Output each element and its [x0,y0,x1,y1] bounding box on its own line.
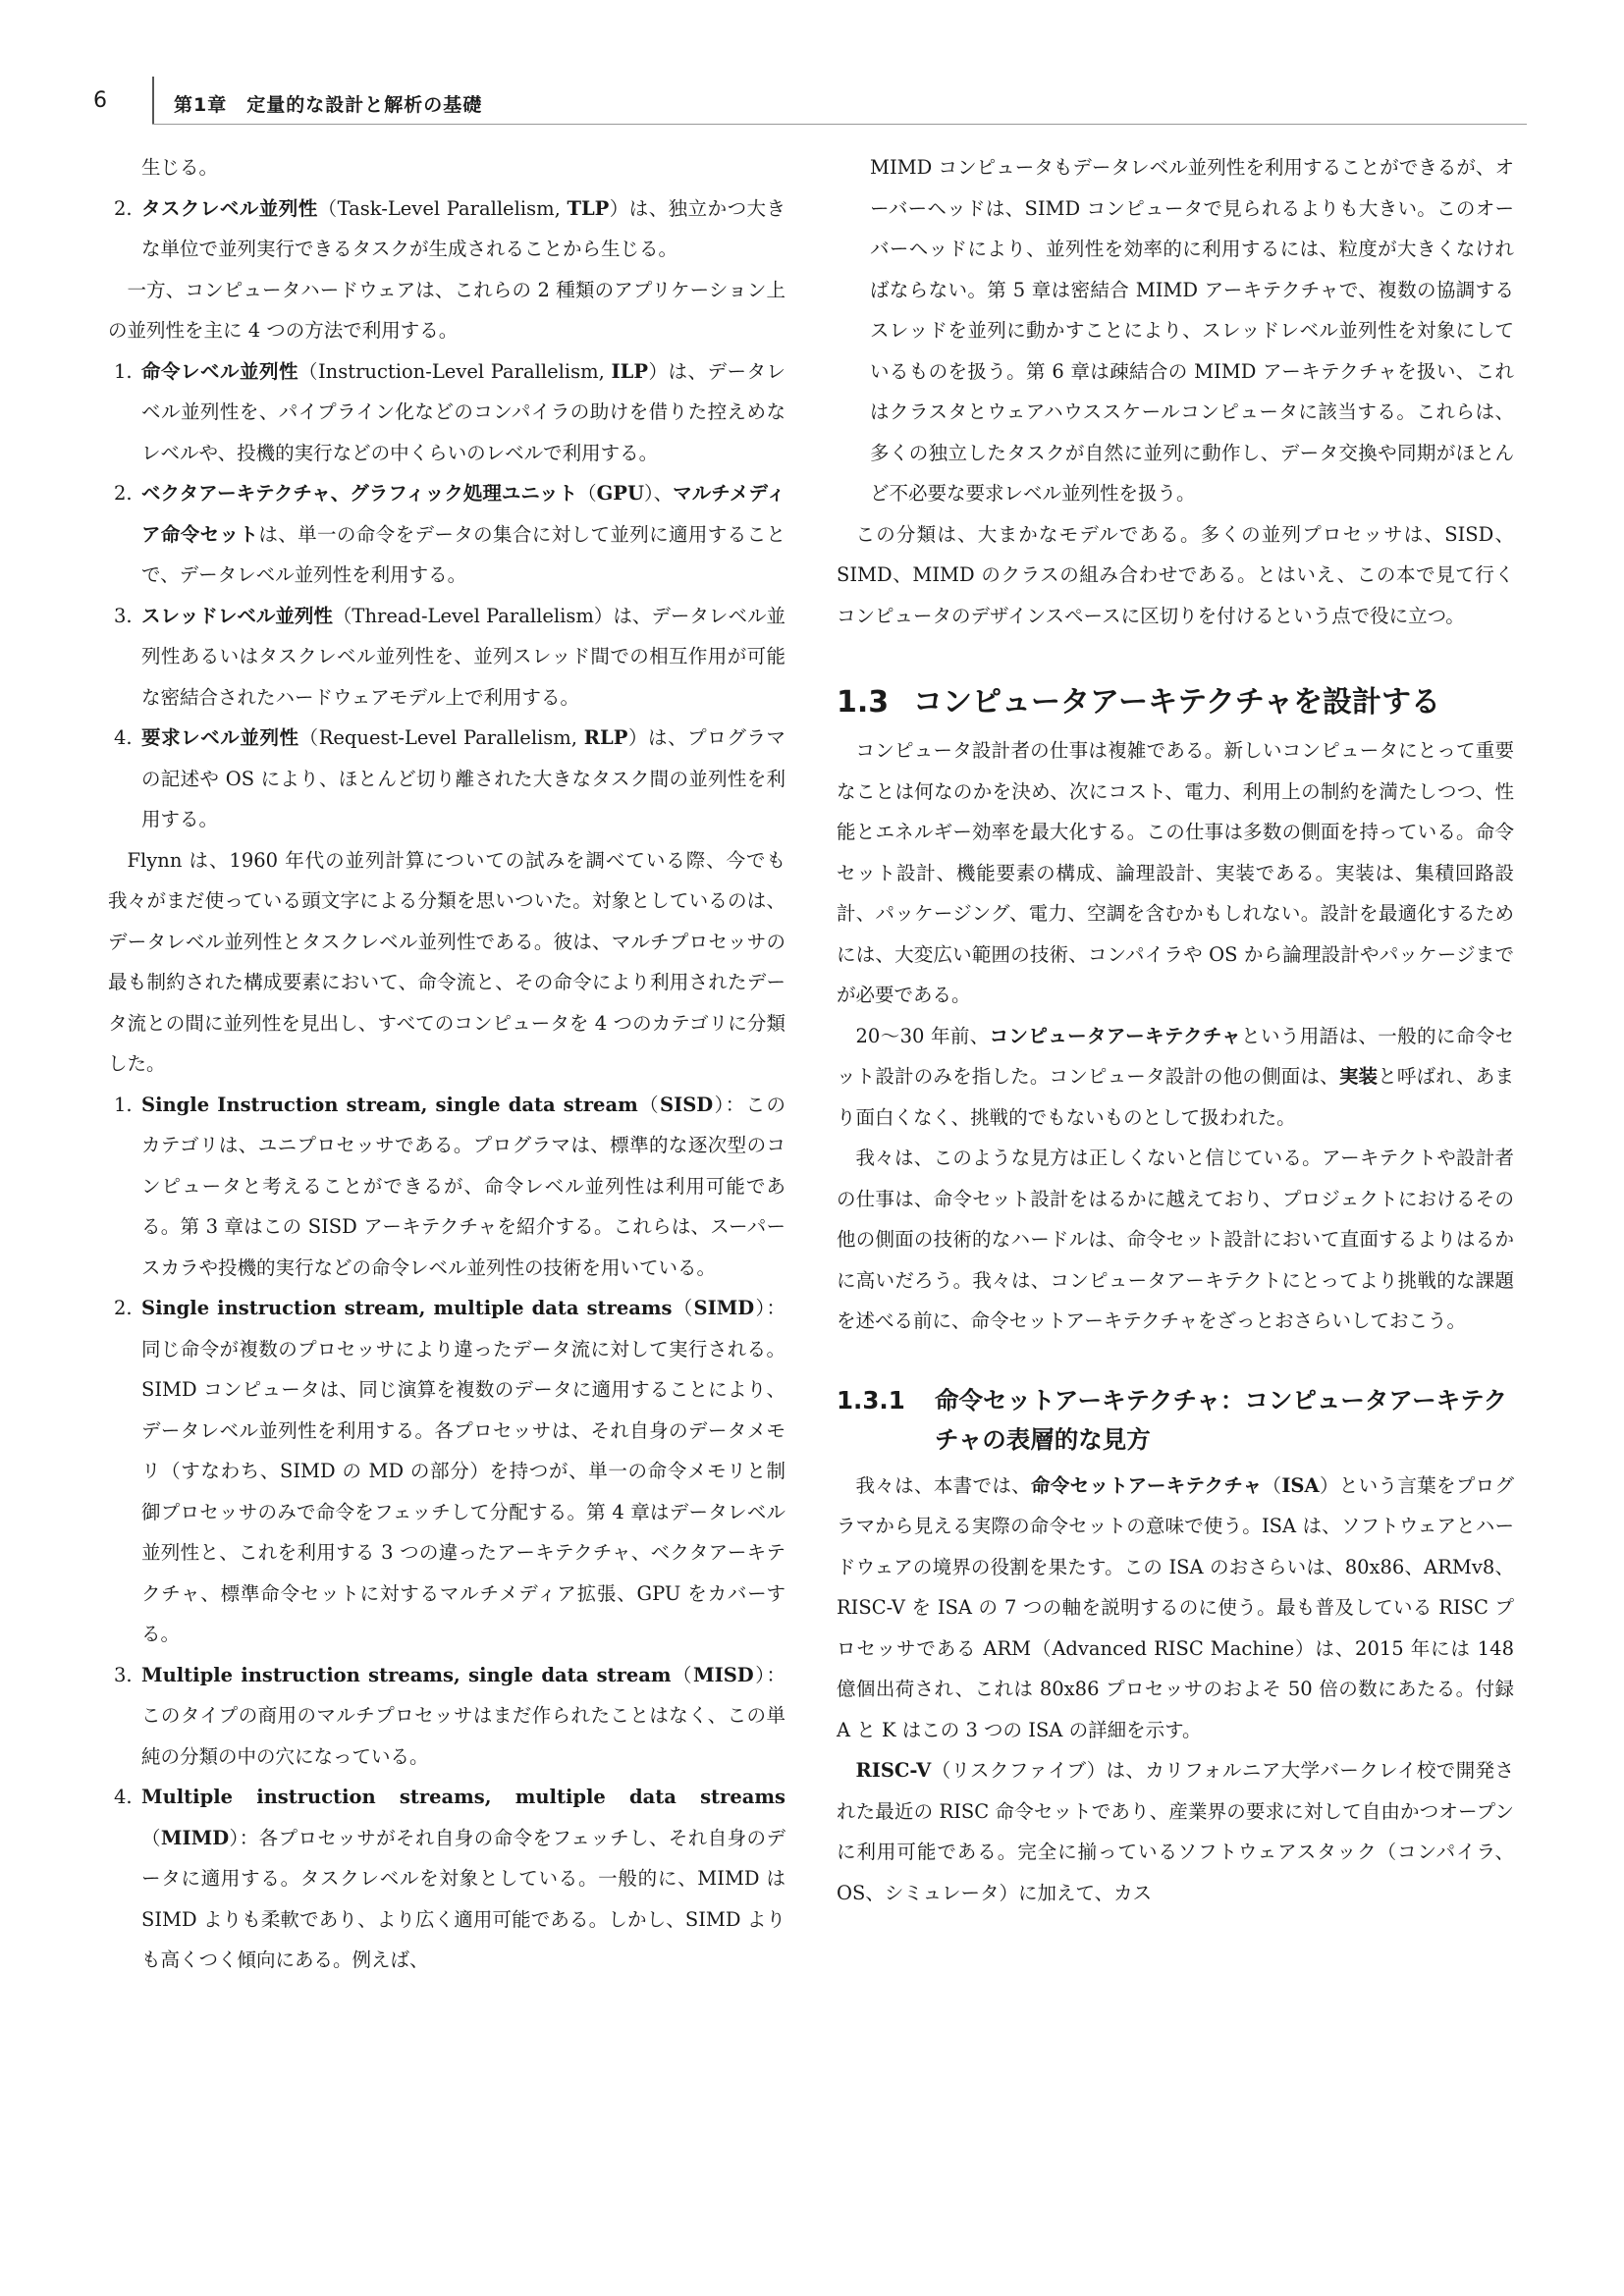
list-item-thread: 3. スレッドレベル並列性（Thread-Level Parallelism）は、データレベル並列性あるいはタスクレベル並列性を、並列スレッド間での相互作用が可能な密結合されたハードウェアモデル上で利用する。 [114,604,785,709]
paragraph: 一方、コンピュータハードウェアは、これらの 2 種類のアプリケーション上の並列性を主に 4 つの方法で利用する。 [108,278,785,342]
term: タスクレベル並列性 [141,196,318,220]
subsection-heading: 1.3.1 命令セットアーキテクチャ：コンピュータアーキテクチャの表層的な見方 [837,1385,1508,1454]
list-item-vector: 2. ベクタアーキテクチャ、グラフィック処理ユニット（GPU）、マルチメディア命令セットは、単一の命令をデータの集合に対して並列に適用することで、データレベル並列性を利用する。 [114,482,785,586]
paragraph: 我々は、本書では、命令セットアーキテクチャ（ISA）という言葉をプログラマから見える実際の命令セットの意味で使う。ISA は、ソフトウェアとハードウェアの境界の役割を果たす。この ISA のおさらいは、80x86、ARMv8、RISC-V を ISA の 7 つの軸を説明するのに使う。最も普及している RISC プロセッサである ARM（Advanced RISC Machine）は、2015 年には 148 億個出荷され、これは 80x86 プロセッサのおよそ 50 倍の数にあたる。付録 A と K はこの 3 つの ISA の詳細を示す。 [837,1473,1514,1741]
paragraph: 我々は、このような見方は正しくないと信じている。アーキテクトや設計者の仕事は、命令セット設計をはるかに越えており、プロジェクトにおけるその他の側面の技術的なハードルは、命令セット設計において直面するよりはるかに高いだろう。我々は、コンピュータアーキテクトにとってより挑戦的な課題を述べる前に、命令セットアーキテクチャをざっとおさらいしておこう。 [837,1147,1514,1332]
paragraph: Flynn は、1960 年代の並列計算についての試みを調べている際、今でも我々がまだ使っている頭文字による分類を思いついた。対象としているのは、データレベル並列性とタスクレベル並列性である。彼は、マルチプロセッサの最も制約された構成要素において、命令流と、その命令により利用されたデータ流との間に並列性を見出し、すべてのコンピュータを 4 つのカテゴリに分類した。 [108,848,785,1075]
continued-text: 生じる。 [141,156,219,179]
list-item-mimd: 4. Multiple instruction streams, multiple data streams（MIMD）：各プロセッサがそれ自身の命令をフェッチし、それ自身のデータに適用する。タスクレベルを対象としている。一般的に、MIMD は SIMD よりも柔軟であり、より広く適用可能である。しかし、SIMD よりも高くつく傾向にある。例えば、 [114,1786,785,1971]
list-item-simd: 2. Single instruction stream, multiple data streams（SIMD）：同じ命令が複数のプロセッサにより違ったデータ流に対して実行される。SIMD コンピュータは、同じ演算を複数のデータに適用することにより、データレベル並列性を利用する。各プロセッサは、それ自身のデータメモリ（すなわち、SIMD の MD の部分）を持つが、単一の命令メモリと制御プロセッサのみで命令をフェッチして分配する。第 4 章はデータレベル並列性と、これを利用する 3 つの違ったアーキテクチャ、ベクタアーキテクチャ、標準命令セットに対するマルチメディア拡張、GPU をカバーする。 [114,1297,785,1645]
left-column [108,147,785,1981]
paragraph: コンピュータ設計者の仕事は複雑である。新しいコンピュータにとって重要なことは何なのかを決め、次にコスト、電力、利用上の制約を満たしつつ、性能とエネルギー効率を最大化する。この仕事は多数の側面を持っている。命令セット設計、機能要素の構成、論理設計、実装である。実装は、集積回路設計、パッケージング、電力、空調を含むかもしれない。設計を最適化するためには、大変広い範囲の技術、コンパイラや OS から論理設計やパッケージまでが必要である。 [837,739,1514,1006]
right-column [837,147,1514,1913]
page-number: 6 [93,88,107,113]
list-item-ilp: 1. 命令レベル並列性（Instruction-Level Parallelism, ILP）は、データレベル並列性を、パイプライン化などのコンパイラの助けを借りた控えめなレベルや、投機的実行などの中くらいのレベルで利用する。 [114,359,785,464]
list-item-misd: 3. Multiple instruction streams, single data stream（MISD）：このタイプの商用のマルチプロセッサはまだ作られたことはなく、この単純の分類の中の穴になっている。 [114,1663,785,1768]
section-heading: 1.3 コンピュータアーキテクチャを設計する [837,685,1440,720]
paragraph: RISC-V（リスクファイブ）は、カリフォルニア大学バークレイ校で開発された最近の RISC 命令セットであり、産業界の要求に対して自由かつオープンに利用可能である。完全に揃っているソフトウェアスタック（コンパイラ、OS、シミュレータ）に加えて、カス [837,1759,1514,1904]
paragraph: この分類は、大まかなモデルである。多くの並列プロセッサは、SISD、SIMD、MIMD のクラスの組み合わせである。とはいえ、この本で見て行くコンピュータのデザインスペースに区切りを付けるという点で役に立つ。 [837,522,1514,627]
list-item-rlp: 4. 要求レベル並列性（Request-Level Parallelism, RLP）は、プログラマの記述や OS により、ほとんど切り離された大きなタスク間の並列性を利用する。 [114,726,785,830]
header-rule [152,124,1527,125]
parallelism-list [108,188,785,270]
running-header [93,86,1527,124]
list-item-tlp: 2. タスクレベル並列性（Task-Level Parallelism, TLP）は、独立かつ大きな単位で並列実行できるタスクが生成されることから生じる。 [114,196,785,260]
chapter-title: 第1章 定量的な設計と解析の基礎 [174,94,483,116]
list-item-sisd: 1. Single Instruction stream, single data stream（SISD）：このカテゴリは、ユニプロセッサである。プログラマは、標準的な逐次型のコンピュータと考えることができるが、命令レベル並列性は利用可能である。第 3 章はこの SISD アーキテクチャを紹介する。これらは、スーパースカラや投機的実行などの命令レベル並列性の技術を用いている。 [114,1093,785,1279]
paragraph: 20〜30 年前、コンピュータアーキテクチャという用語は、一般的に命令セット設計のみを指した。コンピュータ設計の他の側面は、実装と呼ばれ、あまり面白くなく、挑戦的でもないものとして扱われた。 [837,1024,1514,1129]
flynn-taxonomy-list [108,1085,785,1981]
hardware-ways-list [108,351,785,840]
continued-text: MIMD コンピュータもデータレベル並列性を利用することができるが、オーバーヘッドは、SIMD コンピュータで見られるよりも大きい。このオーバーヘッドにより、並列性を効率的に利用するには、粒度が大きくなければならない。第 5 章は密結合 MIMD アーキテクチャで、複数の協調するスレッドを並列に動かすことにより、スレッドレベル並列性を対象にしているものを扱う。第 6 章は疎結合の MIMD アーキテクチャを扱い、これはクラスタとウェアハウススケールコンピュータに該当する。これらは、多くの独立したタスクが自然に並列に動作し、データ交換や同期がほとんど不必要な要求レベル並列性を扱う。 [870,156,1514,505]
header-divider [152,77,154,124]
